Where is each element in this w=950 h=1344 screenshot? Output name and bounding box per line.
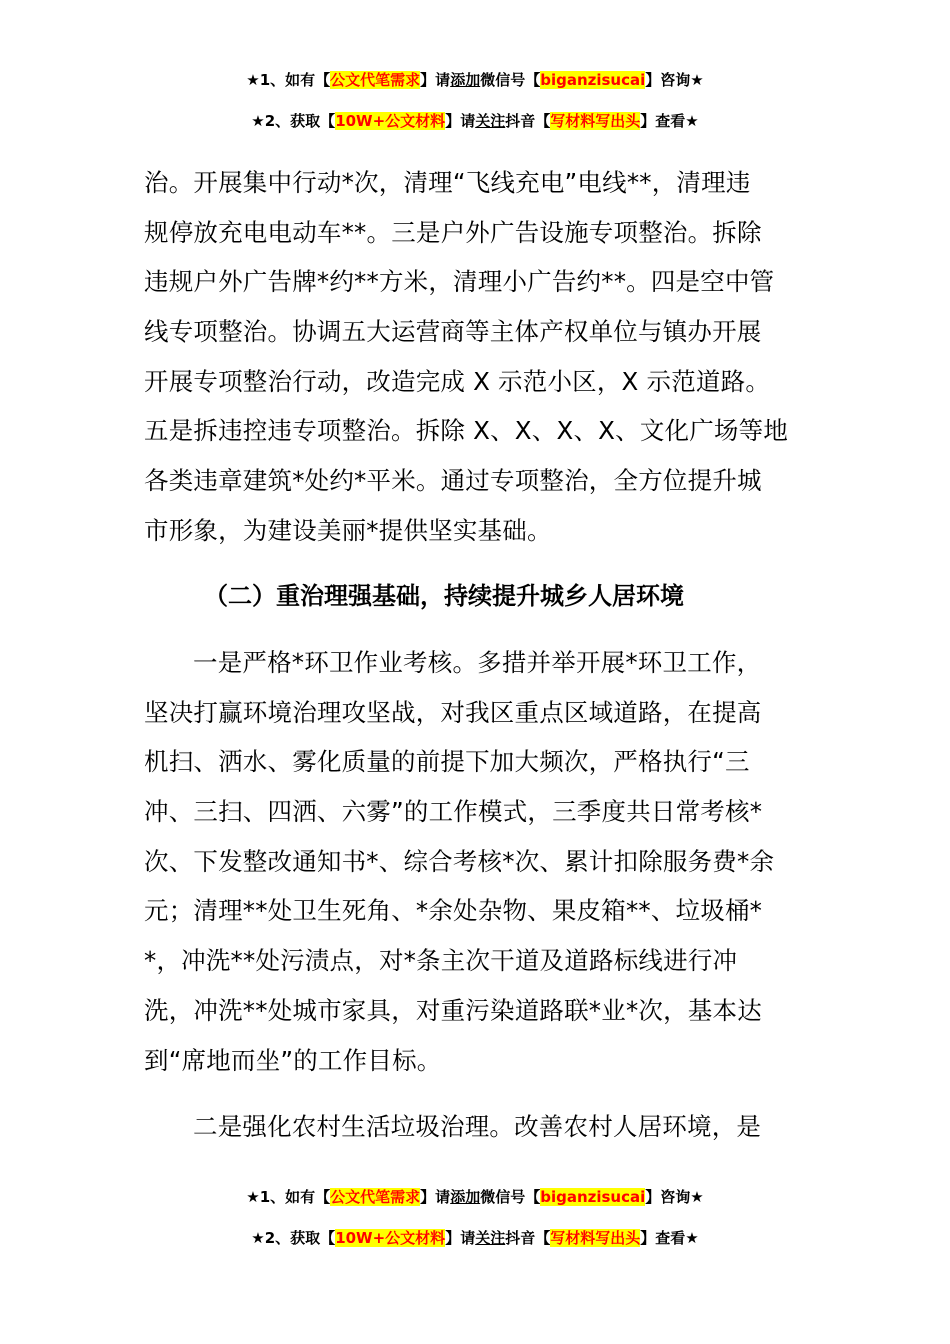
text-line: 坚决打赢环境治理攻坚战，对我区重点区域道路，在提高	[144, 697, 762, 727]
text-line: 治。开展集中行动*次，清理“飞线充电”电线**，清理违	[144, 168, 751, 197]
header-banner-line-2	[0, 110, 950, 132]
underlined-text: 添加	[450, 1188, 481, 1206]
paragraph-1	[144, 158, 808, 556]
banner-text: ★2、获取【	[251, 112, 336, 130]
banner-text: 】请	[445, 112, 476, 130]
text-line: 一是严格*环卫作业考核。多措并举开展*环卫工作，	[193, 648, 762, 677]
banner-text: 】请	[420, 71, 451, 89]
banner-text: ★1、如有【	[246, 1188, 331, 1206]
text-line: 到“席地而坐”的工作目标。	[144, 1045, 442, 1075]
highlight-service: 公文代笔需求	[330, 1188, 421, 1206]
banner-text: 微信号【	[480, 71, 541, 89]
footer-banner-line-1	[0, 1186, 950, 1208]
banner-text: ★1、如有【	[246, 71, 331, 89]
highlight-douyin-id: 写材料写出头	[550, 1229, 641, 1247]
banner-text: 】查看★	[640, 1229, 699, 1247]
highlight-wechat-id: biganzisucai	[540, 71, 646, 89]
text-line: 规停放充电电动车**。三是户外广告设施专项整治。拆除	[144, 217, 762, 247]
banner-text: 抖音【	[505, 1229, 551, 1247]
text-line: 市形象，为建设美丽*提供坚实基础。	[144, 515, 552, 545]
highlight-materials: 10W+公文材料	[335, 112, 446, 130]
banner-text: 】请	[445, 1229, 476, 1247]
text-line: 违规户外广告牌*约**方米，清理小广告约**。四是空中管	[144, 267, 775, 297]
banner-text: 】咨询★	[645, 71, 704, 89]
text-line: 二是强化农村生活垃圾治理。改善农村人居环境，是	[193, 1112, 762, 1141]
footer-banner-line-2	[0, 1227, 950, 1249]
header-banner-line-1	[0, 69, 950, 91]
text-line: 次、下发整改通知书*、综合考核*次、累计扣除服务费*余	[144, 846, 775, 876]
text-line: 洗，冲洗**处城市家具，对重污染道路联*业*次，基本达	[144, 995, 762, 1025]
highlight-douyin-id: 写材料写出头	[550, 112, 641, 130]
text-line: *，冲洗**处污渍点，对*条主次干道及道路标线进行冲	[144, 946, 738, 976]
banner-text: ★2、获取【	[251, 1229, 336, 1247]
text-line: 冲、三扫、四洒、六雾”的工作模式，三季度共日常考核*	[144, 797, 763, 827]
highlight-service: 公文代笔需求	[330, 71, 421, 89]
text-line: 线专项整治。协调五大运营商等主体产权单位与镇办开展	[144, 317, 762, 347]
underlined-text: 添加	[450, 71, 481, 89]
paragraph-3	[144, 1102, 808, 1152]
text-line: 元；清理**处卫生死角、*余处杂物、果皮箱**、垃圾桶*	[144, 896, 763, 926]
underlined-text: 关注	[475, 1229, 506, 1247]
text-line: 五是拆违控违专项整治。拆除 X、X、X、X、文化广场等地	[144, 416, 789, 446]
text-line: 各类违章建筑*处约*平米。通过专项整治，全方位提升城	[144, 466, 762, 496]
text-line: 机扫、洒水、雾化质量的前提下加大频次，严格执行“三	[144, 747, 750, 777]
banner-text: 抖音【	[505, 112, 551, 130]
paragraph-2	[144, 638, 808, 1085]
text-line: 开展专项整治行动，改造完成 X 示范小区，X 示范道路。	[144, 366, 771, 396]
banner-text: 微信号【	[480, 1188, 541, 1206]
section-heading: （二）重治理强基础，持续提升城乡人居环境	[204, 582, 684, 610]
underlined-text: 关注	[475, 112, 506, 130]
banner-text: 】咨询★	[645, 1188, 704, 1206]
highlight-wechat-id: biganzisucai	[540, 1188, 646, 1206]
banner-text: 】请	[420, 1188, 451, 1206]
highlight-materials: 10W+公文材料	[335, 1229, 446, 1247]
banner-text: 】查看★	[640, 112, 699, 130]
